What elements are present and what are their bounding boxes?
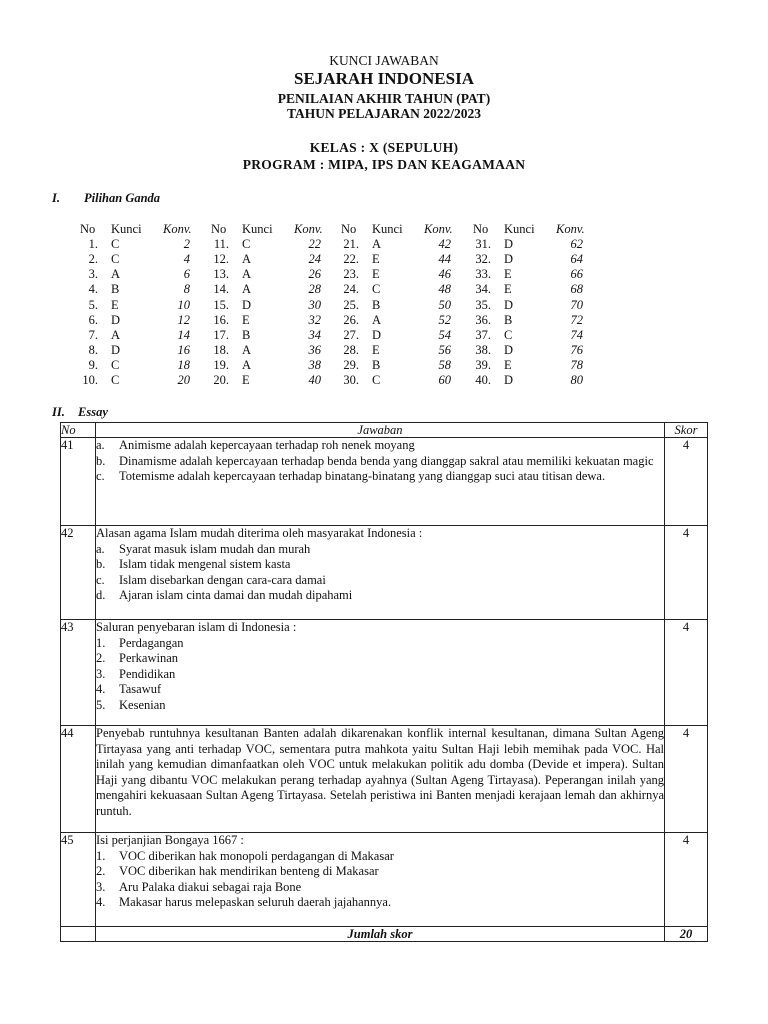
total-score-row [61,927,708,942]
answer-key: C [504,327,513,342]
header-jawaban: Jawaban [96,423,665,438]
list-marker: a. [96,438,105,452]
list-marker: 4. [96,682,106,696]
list-text: Aru Palaka diakui sebagai raja Bone [119,879,302,894]
essay-row [61,438,708,526]
question-number: 27. [343,327,359,342]
list-text: VOC diberikan hak monopoli perdagangan di Makasar [119,848,394,863]
section-essay-heading [52,406,108,419]
answer-paragraph: Penyebab runtuhnya kesultanan Banten adalah dikarenakan konflik internal kesultanan, dimana Sultan Ageng Tirtayasa yang anti terhadap VOC, sementara putra mahkota yaitu Sultan Haji lebih memihak pada VOC. Hal inilah yang kemudian dimanfaatkan oleh VOC untuk melakukan politik adu domba (Devide et impera). Sultan Haji yang dibantu VOC melakukan perang terhadap ayahnya (Sultan Ageng Tirtayasa). Peperangan inilah yang mengahiri kekuasaan Sultan Ageng Tirtayasa. Setelah peristiwa ini Banten menjadi kerajaan lemah dan akhirnya runtuh. [96,726,664,818]
answer-key: E [242,373,250,387]
mc-answer-row [0,313,768,328]
mc-header-no: No [80,222,96,236]
list-text: Kesenian [119,697,166,712]
question-number: 1. [88,237,98,252]
score-conversion: 64 [570,252,583,267]
mc-header-no: No [473,222,489,236]
essay-score: 4 [665,833,708,927]
answer-list-item [96,864,664,880]
answer-key: C [111,237,120,252]
essay-question-number: 44 [61,726,96,833]
mc-header-kunci: Kunci [372,222,403,236]
answer-key: E [111,297,119,312]
score-conversion: 48 [438,282,451,297]
answer-key: E [504,357,512,372]
answer-list-item [96,588,664,604]
question-number: 38. [475,342,491,357]
answer-list-item [96,651,664,667]
answer-list-item [96,880,664,896]
question-number: 29. [343,357,359,372]
score-conversion: 54 [438,327,451,342]
question-number: 3. [88,267,98,282]
essay-question-number: 42 [61,526,96,620]
list-marker: d. [96,588,106,602]
answer-key: D [504,342,514,357]
list-marker: b. [96,557,106,571]
list-text: Dinamisme adalah kepercayaan terhadap benda benda yang dianggap sakral atau memiliki kekuatan magic [119,453,654,468]
question-number: 8. [88,342,98,357]
essay-question-number: 41 [61,438,96,526]
list-text: Tasawuf [119,682,162,696]
list-text: VOC diberikan hak mendirikan benteng di Makasar [119,864,379,878]
score-conversion: 22 [308,237,321,252]
answer-key: A [242,342,252,357]
score-conversion: 58 [438,357,451,372]
mc-header-kunci: Kunci [504,222,535,236]
score-conversion: 18 [177,357,190,372]
question-number: 11. [213,237,229,252]
mc-answer-row [0,358,768,373]
answer-key: E [372,252,380,267]
mc-header-konv: Konv. [424,222,453,236]
score-conversion: 46 [438,267,451,282]
list-marker: 5. [96,697,106,712]
answer-key: E [504,282,512,297]
answer-key: C [111,373,120,387]
mc-header-konv: Konv. [163,222,192,236]
essay-answer [96,526,665,620]
list-marker: 4. [96,895,106,909]
school-year: TAHUN PELAJARAN 2022/2023 [286,106,481,121]
class-label: KELAS : X (SEPULUH) [309,140,459,155]
question-number: 19. [213,357,229,372]
list-marker: a. [96,541,105,556]
score-conversion: 56 [438,342,451,357]
answer-key: B [372,357,381,372]
subject-title: SEJARAH INDONESIA [294,69,474,88]
essay-score: 4 [665,726,708,833]
score-conversion: 50 [438,297,451,312]
score-conversion: 52 [438,312,451,327]
mc-header-no: No [341,222,357,236]
list-marker: 2. [96,651,106,665]
essay-answer [96,833,665,927]
answer-key: A [242,267,252,282]
score-conversion: 6 [183,267,190,282]
question-number: 35. [475,297,491,312]
answer-key: D [111,342,121,357]
list-text: Perdagangan [119,635,184,650]
essay-row [61,620,708,726]
answer-list-item [96,469,664,485]
answer-key: B [111,282,120,297]
question-number: 25. [343,297,359,312]
question-number: 18. [213,342,229,357]
answer-intro: Alasan agama Islam mudah diterima oleh masyarakat Indonesia : [96,526,423,540]
list-marker: c. [96,572,105,587]
mc-answer-row [0,282,768,297]
section-title: Essay [78,405,108,419]
answer-key: C [372,373,381,387]
answer-intro: Saluran penyebaran islam di Indonesia : [96,620,297,634]
question-number: 33. [475,267,491,282]
mc-header-kunci: Kunci [111,222,142,236]
list-marker: c. [96,469,105,483]
answer-list-item [96,542,664,558]
question-number: 15. [213,297,229,312]
answer-key: D [372,327,382,342]
score-conversion: 32 [308,312,321,327]
answer-key: A [242,282,252,297]
score-conversion: 66 [570,267,583,282]
question-number: 34. [475,282,491,297]
answer-list-item [96,849,664,865]
answer-key: C [111,357,120,372]
list-text: Ajaran islam cinta damai dan mudah dipahami [119,588,353,602]
list-marker: 1. [96,635,106,650]
score-conversion: 8 [183,282,190,297]
list-text: Syarat masuk islam mudah dan murah [119,541,311,556]
essay-score: 4 [665,526,708,620]
list-text: Makasar harus melepaskan seluruh daerah jajahannya. [119,895,392,909]
answer-list-item [96,682,664,698]
question-number: 23. [343,267,359,282]
score-conversion: 42 [438,237,451,252]
score-conversion: 30 [308,297,321,312]
answer-key: A [372,312,382,327]
question-number: 21. [343,237,359,252]
question-number: 39. [475,357,491,372]
question-number: 16. [213,312,229,327]
mc-header-kunci: Kunci [242,222,273,236]
essay-row [61,526,708,620]
mc-header-row [0,222,768,237]
answer-key: E [242,312,250,327]
essay-question-number: 45 [61,833,96,927]
essay-row [61,833,708,927]
mc-answer-row [0,237,768,252]
answer-key: D [504,373,514,387]
answer-key: B [372,297,381,312]
list-text: Totemisme adalah kepercayaan terhadap binatang-binatang yang dianggap suci atau titisan dewa. [119,469,606,483]
answer-key: A [242,357,252,372]
essay-answer-table [60,422,708,942]
score-conversion: 74 [570,327,583,342]
total-label: Jumlah skor [96,927,665,942]
mc-answer-row [0,252,768,267]
answer-list-item [96,698,664,714]
answer-list-item [96,438,664,454]
question-number: 7. [88,327,98,342]
question-number: 14. [213,282,229,297]
question-number: 9. [88,357,98,372]
answer-key: D [504,237,514,252]
score-conversion: 20 [177,373,190,387]
doc-title: KUNCI JAWABAN [329,53,439,68]
total-score: 20 [665,927,708,942]
question-number: 17. [213,327,229,342]
score-conversion: 38 [308,357,321,372]
answer-key: E [504,267,512,282]
question-number: 12. [213,252,229,267]
section-number: II. [52,405,65,419]
score-conversion: 14 [177,327,190,342]
mc-header-konv: Konv. [556,222,585,236]
question-number: 22. [343,252,359,267]
score-conversion: 76 [570,342,583,357]
list-text: Perkawinan [119,651,179,665]
mc-answer-row [0,267,768,282]
essay-answer [96,438,665,526]
answer-key: A [111,327,121,342]
section-title: Pilihan Ganda [84,191,161,205]
score-conversion: 40 [308,373,321,387]
score-conversion: 24 [308,252,321,267]
answer-key: D [111,312,121,327]
list-marker: 3. [96,879,106,894]
answer-list-item [96,895,664,911]
score-conversion: 16 [177,342,190,357]
list-marker: 3. [96,666,106,681]
score-conversion: 72 [570,312,583,327]
essay-question-number: 43 [61,620,96,726]
question-number: 36. [475,312,491,327]
score-conversion: 60 [438,373,451,387]
list-marker: 1. [96,848,106,863]
multiple-choice-answer-grid [0,222,768,392]
question-number: 20. [213,373,229,387]
mc-answer-row [0,343,768,358]
question-number: 2. [88,252,98,267]
score-conversion: 4 [183,252,190,267]
essay-header-row [61,423,708,438]
mc-answer-row [0,298,768,313]
answer-list-item [96,557,664,573]
score-conversion: 2 [183,237,190,252]
question-number: 5. [88,297,98,312]
question-number: 24. [343,282,359,297]
mc-header-no: No [211,222,227,236]
answer-key: B [504,312,513,327]
exam-title: PENILAIAN AKHIR TAHUN (PAT) [277,91,491,106]
mc-answer-row [0,328,768,343]
answer-list-item [96,636,664,652]
mc-answer-row [0,373,768,388]
section-number: I. [52,191,60,205]
answer-key: C [372,282,381,297]
essay-answer [96,726,665,833]
answer-key: E [372,342,380,357]
question-number: 28. [343,342,359,357]
list-text: Pendidikan [119,666,176,681]
answer-key: A [111,267,121,282]
question-number: 13. [213,267,229,282]
answer-list-item [96,573,664,589]
answer-key: C [242,237,251,252]
answer-key: B [242,327,251,342]
program-label: PROGRAM : MIPA, IPS DAN KEAGAMAAN [242,157,526,172]
answer-key: A [242,252,252,267]
answer-key: D [504,252,514,267]
question-number: 31. [475,237,491,252]
essay-row [61,726,708,833]
answer-intro: Isi perjanjian Bongaya 1667 : [96,833,244,847]
score-conversion: 10 [177,297,190,312]
list-marker: b. [96,453,106,468]
answer-key: E [372,267,380,282]
header-no: No [61,423,96,438]
answer-key: D [242,297,252,312]
list-text: Islam tidak mengenal sistem kasta [119,557,291,571]
question-number: 4. [88,282,98,297]
list-marker: 2. [96,864,106,878]
essay-answer [96,620,665,726]
score-conversion: 44 [438,252,451,267]
answer-key: C [111,252,120,267]
score-conversion: 70 [570,297,583,312]
list-text: Islam disebarkan dengan cara-cara damai [119,572,326,587]
question-number: 40. [475,373,491,387]
question-number: 26. [343,312,359,327]
answer-list-item [96,667,664,683]
score-conversion: 80 [570,373,583,387]
question-number: 37. [475,327,491,342]
score-conversion: 36 [308,342,321,357]
score-conversion: 28 [308,282,321,297]
essay-score: 4 [665,438,708,526]
answer-key: A [372,237,382,252]
header-skor: Skor [665,423,708,438]
score-conversion: 12 [177,312,190,327]
score-conversion: 68 [570,282,583,297]
essay-score: 4 [665,620,708,726]
list-text: Animisme adalah kepercayaan terhadap roh nenek moyang [119,438,415,452]
mc-header-konv: Konv. [294,222,323,236]
question-number: 6. [88,312,98,327]
question-number: 10. [82,373,98,387]
section-multiple-choice-heading [52,192,160,205]
score-conversion: 26 [308,267,321,282]
score-conversion: 62 [570,237,583,252]
answer-list-item [96,454,664,470]
answer-key: D [504,297,514,312]
question-number: 30. [343,373,359,387]
question-number: 32. [475,252,491,267]
score-conversion: 78 [570,357,583,372]
score-conversion: 34 [308,327,321,342]
